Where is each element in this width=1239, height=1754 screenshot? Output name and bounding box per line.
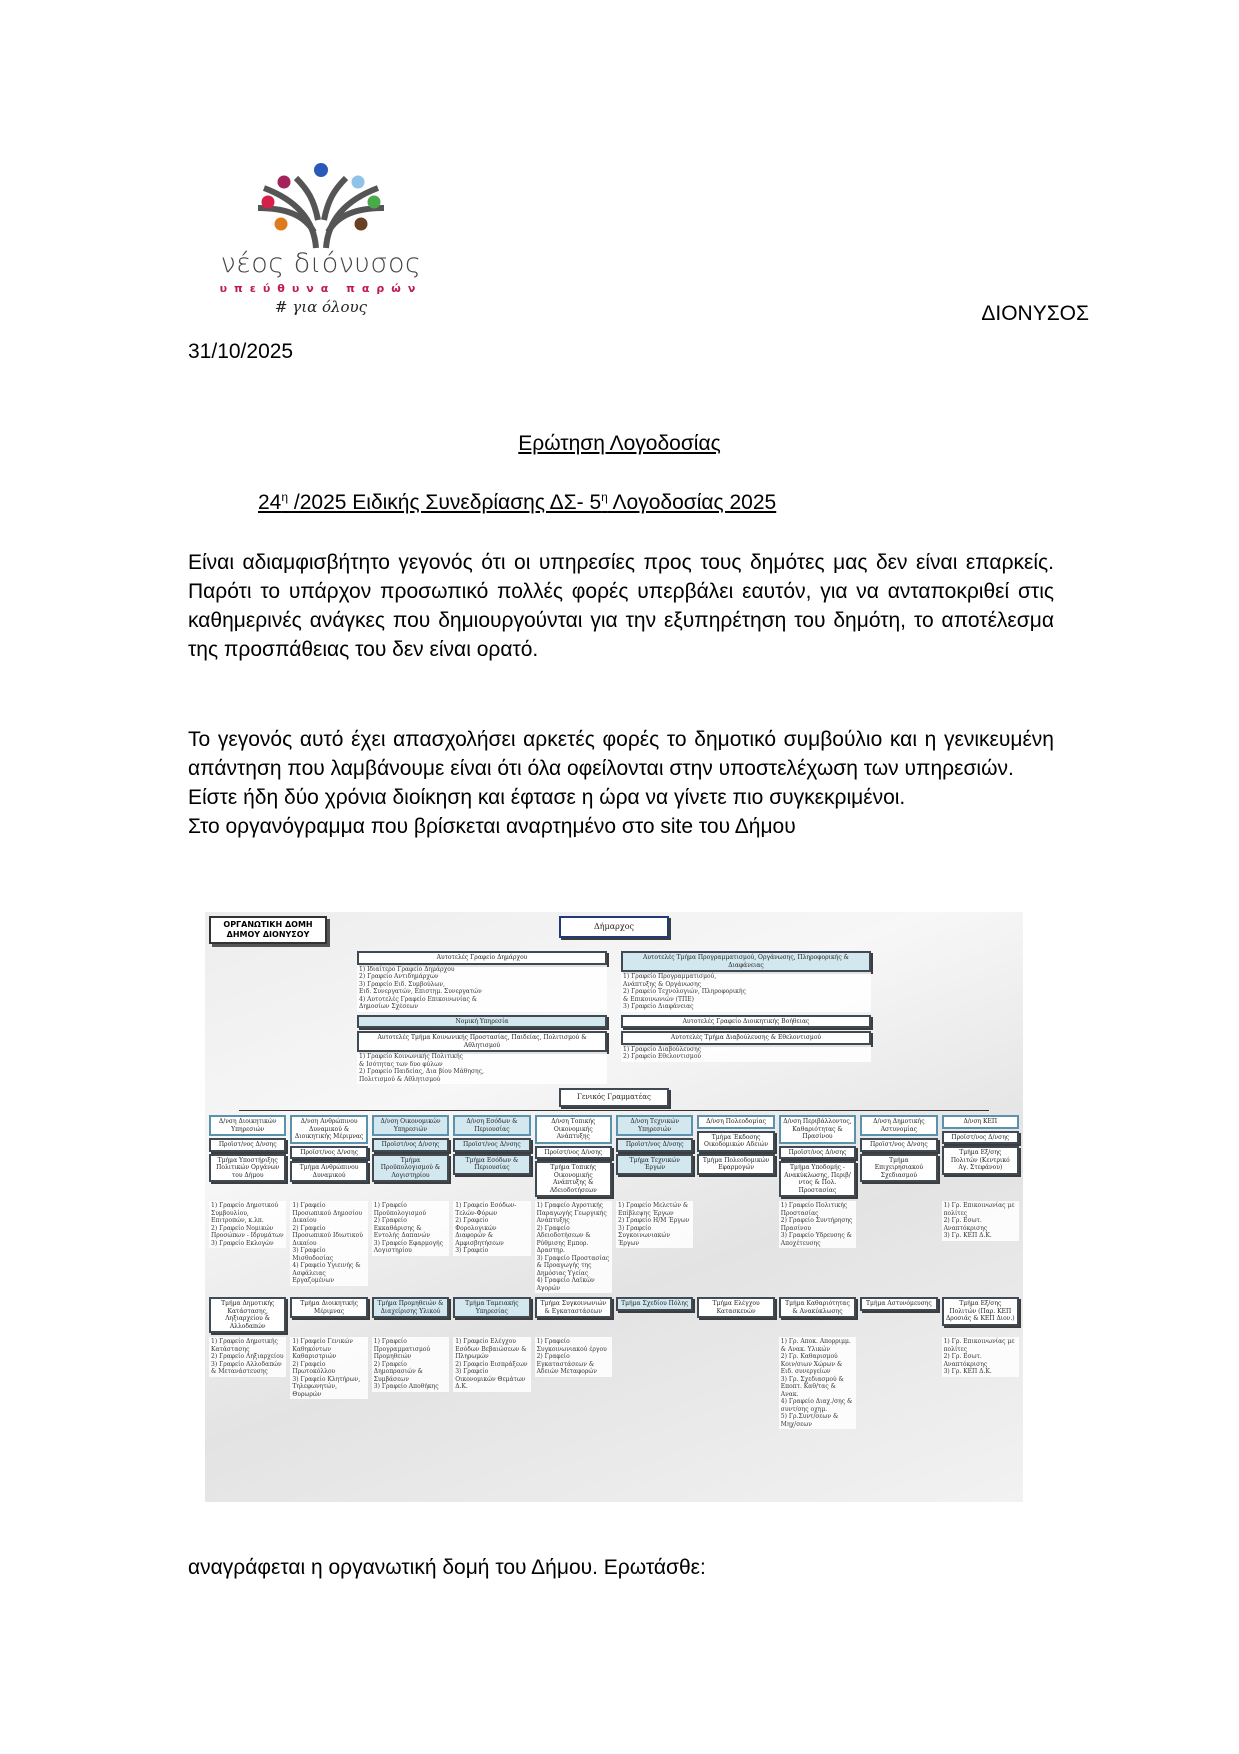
paragraph: Στο οργανόγραμμα που βρίσκεται αναρτημένο στο site του Δήμου xyxy=(188,815,796,838)
directorate-head-box: Τμήμα Έκδοσης Οικοδομικών Αδειών xyxy=(697,1131,774,1152)
subtitle-sup: η xyxy=(281,490,289,504)
office-list: 1) Γραφείο Δημοτικής Κατάστασης 2) Γραφείο Ληξιαρχείου 3) Γραφείο Αλλοδαπών & Μετανάστευσης xyxy=(209,1337,286,1377)
social-dept-list: 1) Γραφείο Κοινωνικής Πολιτικής & Ισότητας των δυο φύλων 2) Γραφείο Παιδείας, Δια βίου Μάθησης, Πολιτισμού & Αθλητισμού xyxy=(357,1052,607,1084)
directorate-head-box: Προϊστ/νος Δ/νσης xyxy=(453,1138,530,1152)
department-box: Τμήμα Τοπικής Οικονομικής Ανάπτυξης & Αδειοδοτήσεων xyxy=(535,1161,612,1197)
staff-right xyxy=(621,1015,871,1029)
chart-column xyxy=(779,1115,856,1197)
planning-dept-list: 1) Γραφείο Προγραμματισμού, Ανάπτυξης & Οργάνωσης 2) Γραφείο Τεχνολογιών, Πληροφορικής & Επικοινωνιών (ΤΠΕ) 3) Γραφείο Διαφάνειας xyxy=(621,972,871,1012)
paragraph: Το γεγονός αυτό έχει απασχολήσει αρκετές φορές το δημοτικό συμβούλιο και η γενικευμένη απάντηση που λαμβάνουμε είναι ότι όλα οφείλονται στην υποστελέχωση των υπηρεσιών. xyxy=(188,728,1054,780)
office-list: 1) Γραφείο Γενικών Καθηκόντων Καθαριστριών 2) Γραφείο Πρωτοκόλλου 3) Γραφείο Κλητήρων, Τηλεφωνητών, Θυρωρών xyxy=(290,1337,367,1399)
chart-column xyxy=(697,1297,774,1333)
department-box: Τμήμα Πολεοδομικών Εφαρμογών xyxy=(697,1154,774,1175)
directorate-box: Δ/νση Τεχνικών Υπηρεσιών xyxy=(616,1115,693,1136)
mayor-office-box: Αυτοτελές Γραφείο Δημάρχου xyxy=(357,951,607,965)
directorate-head-box: Προϊστ/νος Δ/νσης xyxy=(290,1146,367,1160)
chart-column xyxy=(453,1297,530,1333)
chart-column xyxy=(535,1115,612,1197)
department-box: Τμήμα Εξ/σης Πολιτών (Κεντρικό Αγ. Στεφάνου) xyxy=(942,1146,1019,1175)
office-list: 1) Γρ. Επικοινωνίας με πολίτες 2) Γρ. Εσωτ. Αναπτόκρισης 3) Γρ. ΚΕΠ Δ.Κ. xyxy=(942,1337,1019,1377)
chart-column xyxy=(290,1201,367,1293)
staff-row-1 xyxy=(209,951,1019,1012)
subtitle-part: /2025 Ειδικής Συνεδρίασης ΔΣ- 5 xyxy=(288,491,602,514)
document-title: Ερώτηση Λογοδοσίας xyxy=(518,432,721,455)
directorate-head-box: Προϊστ/νος Δ/νσης xyxy=(942,1131,1019,1145)
subtitle-sup: η xyxy=(601,490,608,504)
consult-dept-list: 1) Γραφείο Διαβούλευσης 2) Γραφείο Εθελοντισμού xyxy=(621,1045,871,1062)
chart-column xyxy=(290,1297,367,1333)
chart-column xyxy=(535,1337,612,1429)
department-box: Τμήμα Δημοτικής Κατάστασης, Ληξιαρχείου & Αλλοδαπών xyxy=(209,1297,286,1333)
staff-row-3 xyxy=(209,1031,1019,1084)
department-box: Τμήμα Καθαριότητας & Ανακύκλωσης xyxy=(779,1297,856,1318)
chart-column xyxy=(209,1297,286,1333)
chart-column xyxy=(453,1337,530,1429)
chart-column xyxy=(942,1115,1019,1197)
directorate-box: Δ/νση ΚΕΠ xyxy=(942,1115,1019,1129)
department-box: Τμήμα Προμηθειών & Διαχείρισης Υλικού xyxy=(372,1297,449,1318)
chart-column xyxy=(860,1337,937,1429)
org-title-line: ΔΗΜΟΥ ΔΙΟΝΥΣΟΥ xyxy=(226,930,310,939)
chart-column xyxy=(697,1201,774,1293)
logo-dot xyxy=(275,218,288,231)
paragraph: Είστε ήδη δύο χρόνια διοίκηση και έφτασε η ώρα να γίνετε πιο συγκεκριμένοι. xyxy=(188,786,906,809)
department-box: Τμήμα Αστυνόμευσης xyxy=(860,1297,937,1311)
directorate-head-box: Προϊστ/νος Δ/νσης xyxy=(616,1138,693,1152)
logo-dot xyxy=(352,176,365,189)
chart-column xyxy=(535,1297,612,1333)
directorate-head-box: Προϊστ/νος Δ/νσης xyxy=(535,1146,612,1160)
subtitle-part: 24 xyxy=(258,491,282,514)
directorate-box: Δ/νση Περιβάλλοντος, Καθαριότητας & Πρασίνου xyxy=(779,1115,856,1144)
chart-column xyxy=(860,1201,937,1293)
office-list: 1) Γραφείο Συγκοινωνιακού έργου 2) Γραφείο Εγκαταστάσεων & Αδειών Μεταφορών xyxy=(535,1337,612,1377)
department-box: Τμήμα Υποδομής - Ανακύκλωσης, Περιβ/ντος & Πολ. Προστασίας xyxy=(779,1161,856,1197)
chart-column xyxy=(535,1201,612,1293)
office-list: 1) Γρ. Αποκ. Απορριμμ. & Ανακ. Υλικών 2) Γρ. Καθαρισμού Κοιν/σιων Χώρων & Ειδ. συνεργείων 3) Γρ. Σχεδιασμού & Εποπτ. Καθ/τας & Ανακ. 4) Γραφείο Διαχ./σης & συντ/σης οχημ. 5) Γρ.Συντ/σεων & Μηχ/σεων xyxy=(779,1337,856,1429)
staff-right xyxy=(621,1031,871,1084)
directorate-head-box: Προϊστ/νος Δ/νσης xyxy=(779,1146,856,1160)
document-subtitle xyxy=(258,490,776,515)
office-list: 1) Γρ. Επικοινωνίας με πολίτες 2) Γρ. Εσωτ. Αναπτόκρισης 3) Γρ. ΚΕΠ Δ.Κ. xyxy=(942,1201,1019,1241)
directorate-head-box: Προϊστ/νος Δ/νσης xyxy=(372,1138,449,1152)
department-box: Τμήμα Συγκοινωνιών & Εγκαταστάσεων xyxy=(535,1297,612,1318)
office-list: 1) Γραφείο Προγραμματισμού Προμηθειών 2) Γραφείο Δημοπρασιών & Συμβάσεων 3) Γραφείο Αποθήκης xyxy=(372,1337,449,1392)
planning-dept-box: Αυτοτελές Τμήμα Προγραμματισμού, Οργάνωσης, Πληροφορικής & Διαφάνειας xyxy=(621,951,871,972)
office-list: 1) Γραφείο Πολιτικής Προστασίας 2) Γραφείο Συντήρησης Πρασίνου 3) Γραφείο Υδρευσης & Αποχέτευσης xyxy=(779,1201,856,1248)
chart-column xyxy=(860,1115,937,1197)
logo-dot xyxy=(262,196,275,209)
chart-column xyxy=(290,1115,367,1197)
paragraph: Είναι αδιαμφισβήτητο γεγονός ότι οι υπηρεσίες προς τους δημότες μας δεν είναι επαρκείς. Παρότι το υπάρχον προσωπικό πολλές φορές υπερβάλει εαυτόν, για να ανταποκριθεί στις καθημερινές ανάγκες που δημιουργούνται για την εξυπηρέτηση του δημότη, το αποτέλεσμα της προσπάθειας του δεν είναι ορατό. xyxy=(188,551,1054,661)
chart-column xyxy=(942,1201,1019,1293)
chart-column xyxy=(779,1337,856,1429)
chart-column xyxy=(616,1115,693,1197)
department-box: Τμήμα Υποστήριξης Πολιτικών Οργάνων του Δήμου xyxy=(209,1154,286,1183)
directorates-row xyxy=(209,1115,1019,1197)
org-chart-top xyxy=(209,916,1019,948)
mayor-box: Δήμαρχος xyxy=(559,916,669,938)
chart-column xyxy=(453,1201,530,1293)
office-list: 1) Γραφείο Ελέγχου Εσόδων Βεβαιώσεων & Πληρωμών 2) Γραφείο Εισπράξεων 3) Γραφείο Οικονομικών Θεμάτων Δ.Κ. xyxy=(453,1337,530,1392)
department-box: Τμήμα Εξ/σης Πολιτών (Παρ. ΚΕΠ Δροσιάς & ΚΕΠ Διον.) xyxy=(942,1297,1019,1326)
directorate-box: Δ/νση Διοικητικών Υπηρεσιών xyxy=(209,1115,286,1136)
directorate-box: Δ/νση Τοπικής Οικονομικής Ανάπτυξης xyxy=(535,1115,612,1144)
directorate-box: Δ/νση Πολεοδομίας xyxy=(697,1115,774,1129)
logo-tagline: υπεύθυνα παρών xyxy=(219,282,423,295)
office-list: 1) Γραφείο Δημοτικού Συμβουλίου, Επιτροπών, κ.λπ. 2) Γραφείο Νομικών Προσώπων - Ιδρυμάτων 3) Γραφείο Εκλογών xyxy=(209,1201,286,1248)
connector-line xyxy=(239,1110,989,1111)
office-list: 1) Γραφείο Προϋπολογισμού 2) Γραφείο Εκκαθάρισης & Εντολής Δαπανών 3) Γραφείο Εφαρμογής Λογιστηρίου xyxy=(372,1201,449,1256)
directorate-head-box: Προϊστ/νος Δ/νσης xyxy=(860,1138,937,1152)
secretary-row xyxy=(209,1088,1019,1107)
department-box: Τμήμα Ελέγχου Κατασκευών xyxy=(697,1297,774,1318)
chart-column xyxy=(942,1337,1019,1429)
chart-column xyxy=(372,1201,449,1293)
logo-dot xyxy=(368,196,381,209)
legal-service-box: Νομική Υπηρεσία xyxy=(357,1015,607,1029)
chart-column xyxy=(697,1115,774,1197)
chart-column xyxy=(942,1297,1019,1333)
chart-column xyxy=(453,1115,530,1197)
chart-column xyxy=(697,1337,774,1429)
directorate-head-box: Προϊστ/νος Δ/νσης xyxy=(209,1138,286,1152)
general-secretary-box: Γενικός Γραμματέας xyxy=(559,1088,669,1107)
directorate-box: Δ/νση Εσόδων & Περιουσίας xyxy=(453,1115,530,1136)
org-chart-title xyxy=(209,916,327,944)
offices-row-1 xyxy=(209,1201,1019,1293)
logo-dot xyxy=(314,163,328,177)
department-box: Τμήμα Εσόδων & Περιουσίας xyxy=(453,1154,530,1175)
offices-row-2 xyxy=(209,1337,1019,1429)
chart-column xyxy=(860,1297,937,1333)
chart-column xyxy=(209,1115,286,1197)
place-name: ΔΙΟΝΥΣΟΣ xyxy=(981,302,1089,325)
logo-dot xyxy=(278,176,291,189)
chart-column xyxy=(616,1337,693,1429)
consult-dept-box: Αυτοτελές Τμήμα Διαβούλευσης & Εθελοντισμού xyxy=(621,1031,871,1045)
directorate-box: Δ/νση Δημοτικής Αστυνομίας xyxy=(860,1115,937,1136)
department-box: Τμήμα Ταμειακής Υπηρεσίας xyxy=(453,1297,530,1318)
directorate-box: Δ/νση Οικονομικών Υπηρεσιών xyxy=(372,1115,449,1136)
logo-dot xyxy=(355,218,368,231)
office-list: 1) Γραφείο Προσωπικού Δημοσίου Δικαίου 2) Γραφείο Προσωπικού Ιδιωτικού Δικαίου 3) Γραφείο Μισθοδοσίας 4) Γραφείο Υγιεινής & Ασφάλειας Εργαζομένων xyxy=(290,1201,367,1286)
department-box: Τμήμα Ανθρώπινου Δυναμικού xyxy=(290,1161,367,1182)
org-title-line: ΟΡΓΑΝΩΤΙΚΗ ΔΟΜΗ xyxy=(223,920,313,929)
chart-column xyxy=(209,1201,286,1293)
chart-column xyxy=(616,1201,693,1293)
department-box: Τμήμα Διοικητικής Μέριμνας xyxy=(290,1297,367,1318)
logo-wordmark: νέος διόνυσος xyxy=(220,248,422,279)
chart-column xyxy=(779,1297,856,1333)
document-date: 31/10/2025 xyxy=(188,340,294,363)
party-logo xyxy=(196,160,446,316)
chart-column xyxy=(372,1297,449,1333)
org-chart xyxy=(205,912,1023,1502)
staff-right xyxy=(621,951,871,1012)
department-box: Τμήμα Τεχνικών Έργων xyxy=(616,1154,693,1175)
chart-column xyxy=(372,1337,449,1429)
subtitle-part: Λογοδοσίας 2025 xyxy=(607,491,777,514)
directorate-box: Δ/νση Ανθρώπινου Δυναμικού & Διοικητικής Μέριμνας xyxy=(290,1115,367,1144)
social-dept-box: Αυτοτελές Τμήμα Κοινωνικής Προστασίας, Παιδείας, Πολιτισμού & Αθλητισμού xyxy=(357,1031,607,1052)
staff-left xyxy=(357,1031,607,1084)
admin-support-box: Αυτοτελές Γραφείο Διοικητικής Βοήθειας xyxy=(621,1015,871,1029)
tree-logo-icon xyxy=(196,160,446,250)
paragraph-block xyxy=(188,725,1054,841)
paragraph: αναγράφεται η οργανωτική δομή του Δήμου. Ερωτάσθε: xyxy=(188,1556,706,1579)
departments-row-2 xyxy=(209,1297,1019,1333)
staff-left xyxy=(357,951,607,1012)
department-box: Τμήμα Προϋπολογισμού & Λογιστηρίου xyxy=(372,1154,449,1183)
chart-column xyxy=(372,1115,449,1197)
chart-column xyxy=(209,1337,286,1429)
staff-row-2 xyxy=(209,1015,1019,1029)
office-list: 1) Γραφείο Αγροτικής Παραγωγής Γεωργικής Ανάπτυξης 2) Γραφείο Αδειοδοτήσεων & Ρύθμισης Εμπορ. Δραστηρ. 3) Γραφείο Προστασίας & Προαγωγής της Δημόσιας Υγείας 4) Γραφείο Λαϊκών Αγορών xyxy=(535,1201,612,1293)
office-list: 1) Γραφείο Μελετών & Επίβλεψης Έργων 2) Γραφείο Η/Μ Έργων 3) Γραφείο Συγκοινωνιακών Έργων xyxy=(616,1201,693,1248)
department-box: Τμήμα Σχεδίου Πόλης xyxy=(616,1297,693,1311)
office-list: 1) Γραφείο Εσόδων-Τελών-Φόρων 2) Γραφείο Φορολογικών Διαφορών & Αμφισβητήσεων 3) Γραφείο xyxy=(453,1201,530,1256)
chart-column xyxy=(779,1201,856,1293)
chart-column xyxy=(290,1337,367,1429)
staff-left xyxy=(357,1015,607,1029)
mayor-office-list: 1) Ιδιαίτερο Γραφείο Δημάρχου 2) Γραφείο Αντιδημάρχων 3) Γραφείο Ειδ. Συμβούλων, Ειδ. Συνεργατών, Επιστημ. Συνεργατών 4) Αυτοτελές Γραφείο Επικοινωνίας & Δημοσίων Σχέσεων xyxy=(357,965,607,1012)
department-box: Τμήμα Επιχειρησιακού Σχεδιασμού xyxy=(860,1154,937,1183)
logo-hashtag: # για όλους xyxy=(274,298,368,316)
chart-column xyxy=(616,1297,693,1333)
